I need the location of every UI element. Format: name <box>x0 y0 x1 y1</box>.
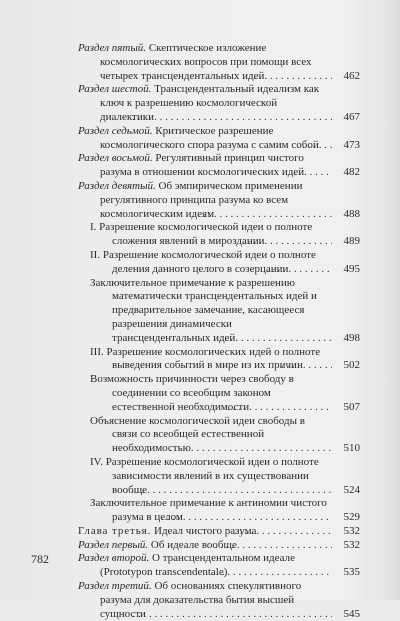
toc-entry-text <box>78 580 332 621</box>
toc-entry <box>78 346 360 374</box>
toc-entry-text <box>78 42 332 83</box>
toc-page-number: 462 <box>343 69 360 82</box>
toc-entry-lead: Раздел седьмой. <box>78 124 153 137</box>
toc-entry <box>78 415 360 456</box>
toc-entry-text <box>78 221 332 249</box>
toc-entry-title: I. Разрешение космологической идеи о полноте сложения явлений в мироздании . . . <box>90 221 312 247</box>
toc-entry <box>78 152 360 180</box>
toc-entry <box>78 42 360 83</box>
toc-entry-title: IV. Разрешение космологической идеи о полноте зависимости явлений в их существовании вообще . . . <box>90 456 319 496</box>
toc-entry <box>78 277 360 346</box>
toc-entry <box>78 373 360 414</box>
toc-entry-text <box>78 346 332 374</box>
table-of-contents <box>78 42 360 621</box>
toc-page-number: 498 <box>343 331 360 344</box>
toc-entry-title: Об идеале вообще . . . <box>151 539 237 551</box>
toc-entry <box>78 539 360 553</box>
toc-entry-text <box>78 152 332 180</box>
toc-entry-lead: Раздел шестой. <box>78 83 152 96</box>
toc-page-number: 524 <box>343 483 360 496</box>
toc-page-number: 473 <box>343 138 360 151</box>
toc-entry <box>78 497 360 525</box>
toc-entry <box>78 249 360 277</box>
toc-page-number: 545 <box>343 607 360 620</box>
toc-entry-lead: Раздел восьмой. <box>78 152 153 165</box>
toc-entry-title: Об основаниях спекулятивного разума для доказательства бытия высшей сущности . . . <box>100 580 301 620</box>
toc-entry <box>78 83 360 124</box>
toc-entry-title: Заключительное примечание к разрешению математически трансцендентальных идей и предварительное замечание, касающееся разрешения динамически трансцендентальных идей . . . <box>90 277 317 344</box>
toc-entry-lead: Раздел второй. <box>78 552 150 565</box>
page-edge-shadow <box>386 0 400 600</box>
toc-entry-title: Регулятивный принцип чистого разума в отношении космологических идей . . . <box>100 152 304 178</box>
toc-page-number: 535 <box>343 566 360 579</box>
toc-page-number: 532 <box>343 524 360 537</box>
toc-page-number: 482 <box>343 166 360 179</box>
toc-page-number: 495 <box>343 262 360 275</box>
toc-entry-title: Идеал чистого разума . . . <box>154 525 256 537</box>
toc-page-number: 529 <box>343 511 360 524</box>
toc-page-number: 488 <box>343 207 360 220</box>
toc-page-number: 489 <box>343 235 360 248</box>
toc-entry-title: Возможность причинности через свободу в соединении со всеобщим законом естественной необходимости . . . <box>90 373 294 413</box>
toc-entry-lead: Раздел первый. <box>78 538 149 551</box>
toc-entry-title: Заключительное примечание к антиномии чистого разума в целом . . . <box>90 497 327 523</box>
toc-entry <box>78 580 360 621</box>
toc-entry-text <box>78 415 332 456</box>
toc-entry-title: Скептическое изложение космологических вопросов при помощи всех четырех трансцендентальных идей . . . <box>100 42 311 82</box>
toc-entry-text <box>78 552 332 580</box>
toc-entry <box>78 552 360 580</box>
toc-entry-text <box>78 525 332 539</box>
toc-page-number: 510 <box>343 442 360 455</box>
toc-entry <box>78 180 360 221</box>
toc-entry <box>78 125 360 153</box>
toc-page-number: 507 <box>343 400 360 413</box>
toc-entry-text <box>78 373 332 414</box>
toc-entry-text <box>78 180 332 221</box>
toc-entry-text <box>78 539 332 553</box>
toc-entry-text <box>78 277 332 346</box>
page-number: 782 <box>31 552 49 566</box>
toc-chapter <box>78 525 360 539</box>
toc-entry-text <box>78 456 332 497</box>
toc-entry-title: III. Разрешение космологических идей о полноте выведения событий в мире из их причин . . . <box>90 346 320 372</box>
toc-entry-text <box>78 83 332 124</box>
toc-entry-text <box>78 249 332 277</box>
toc-entry-title: Критическое разрешение космологического спора разума с самим собой . . . <box>100 125 319 151</box>
toc-entry-title: Трансцендентальный идеализм как ключ к разрешению космологической диалектики . . . <box>100 83 319 123</box>
toc-entry-lead: Раздел девятый. <box>78 179 156 192</box>
toc-entry-text <box>78 125 332 153</box>
toc-entry-lead: Раздел третий. <box>78 580 152 593</box>
toc-page-number: 502 <box>343 359 360 372</box>
toc-entry-title: Об эмпирическом применении регулятивного принципа разума ко всем космологическим идеям . . . <box>100 180 302 220</box>
toc-entry <box>78 456 360 497</box>
toc-entry-lead: Раздел пятый. <box>78 42 147 54</box>
toc-entry <box>78 221 360 249</box>
toc-entry-title: Объяснение космологической идеи свободы в связи со всеобщей естественной необходимостью . . . <box>90 415 305 455</box>
toc-page-number: 467 <box>343 110 360 123</box>
toc-entry-title: О трансцендентальном идеале (Prototypon transcendentale) . . . <box>100 552 295 578</box>
toc-entry-text <box>78 497 332 525</box>
toc-entry-title: II. Разрешение космологической идеи о полноте деления данного целого в созерцании . . . <box>90 249 316 275</box>
toc-entry-lead: Глава третья. <box>78 524 152 537</box>
toc-page-number: 532 <box>343 538 360 551</box>
